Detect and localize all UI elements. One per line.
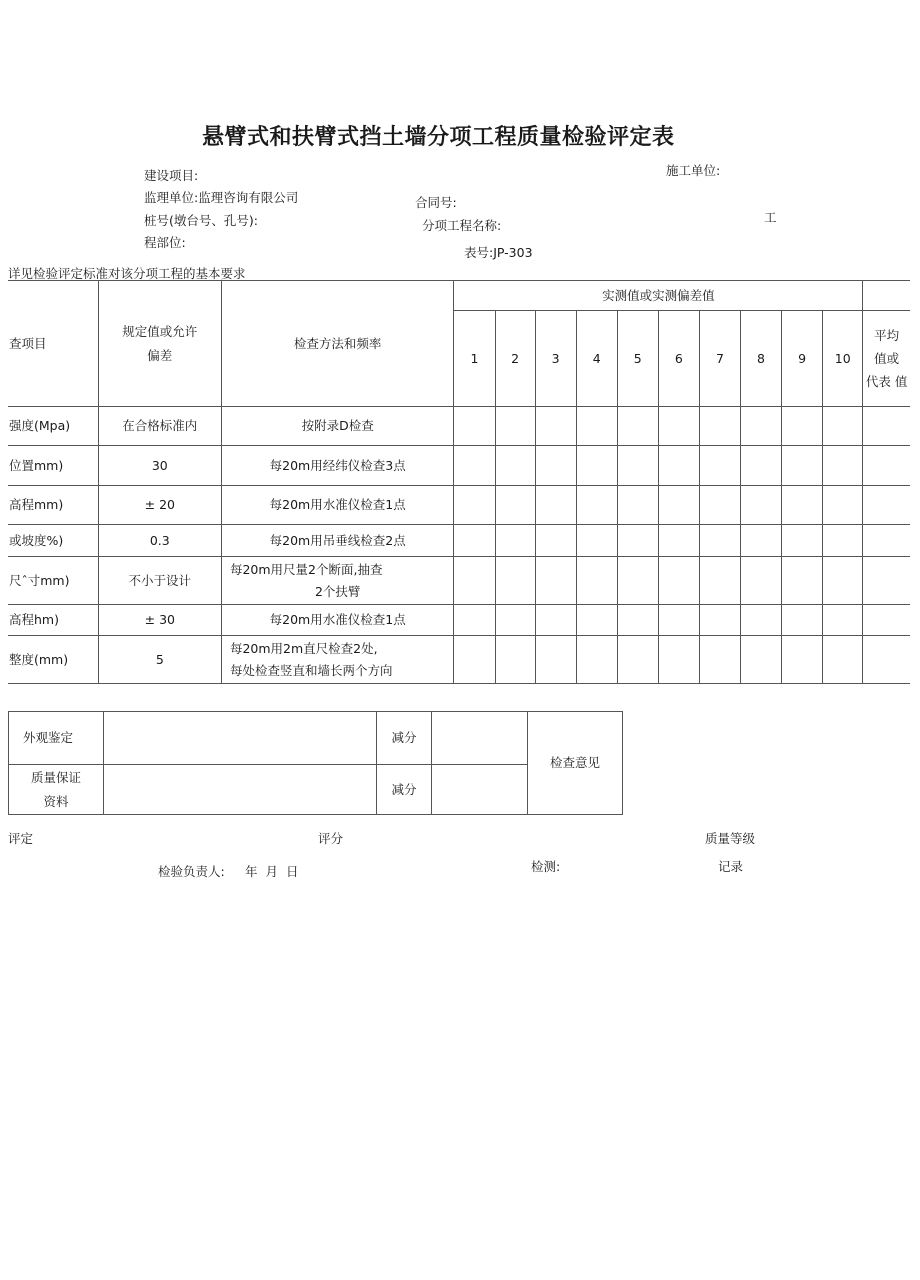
appraisal-row xyxy=(9,712,623,765)
supervision-unit-label: 监理单位:监理咨询有限公司 xyxy=(144,190,299,205)
row-method: 每20m用水准仪检查1点 xyxy=(221,605,453,636)
quality-grade-label: 质量等级 xyxy=(705,831,756,846)
appraisal-table xyxy=(8,711,623,815)
header-avg-line3: 代表 值 xyxy=(865,374,908,390)
row-item: 尺ˆ寸mm) xyxy=(8,557,98,605)
table-row xyxy=(8,525,910,557)
row-spec: 5 xyxy=(98,636,221,684)
measure-num: 10 xyxy=(823,311,863,407)
quality-value[interactable] xyxy=(104,765,377,815)
measure-num: 1 xyxy=(454,311,495,407)
measure-num: 5 xyxy=(617,311,658,407)
table-row xyxy=(8,486,910,525)
quality-label xyxy=(9,765,104,815)
row-method xyxy=(221,636,453,684)
header-measured: 实测值或实测偏差值 xyxy=(454,281,863,311)
deduct-value[interactable] xyxy=(432,765,528,815)
row-method: 每20m用经纬仪检查3点 xyxy=(221,446,453,486)
table-row xyxy=(8,557,910,605)
form-no-label: 表号:JP-303 xyxy=(464,245,533,260)
basic-requirements: 详见检验评定标准对该分项工程的基本要求 xyxy=(8,266,246,281)
measure-num: 8 xyxy=(740,311,781,407)
header-spec-line1: 规定值或允许 xyxy=(122,323,198,339)
measure-num: 6 xyxy=(658,311,699,407)
appearance-label: 外观鉴定 xyxy=(9,712,104,765)
row-method: 每20m用水准仪检查1点 xyxy=(221,486,453,525)
row-method-line2: 2个扶臂 xyxy=(314,583,361,599)
measure-num: 2 xyxy=(495,311,535,407)
measure-num: 4 xyxy=(576,311,617,407)
row-spec: 不小于设计 xyxy=(98,557,221,605)
row-spec: 30 xyxy=(98,446,221,486)
deduct-value[interactable] xyxy=(432,712,528,765)
table-header-row xyxy=(8,281,910,311)
row-method-line1: 每20m用2m直尺检查2处, xyxy=(229,640,378,656)
opinion-label: 检查意见 xyxy=(528,712,623,815)
contract-no-label: 合同号: xyxy=(415,195,457,210)
quality-label-line2: 资料 xyxy=(43,793,69,809)
row-item: 或坡度%) xyxy=(8,525,98,557)
row-spec: 在合格标准内 xyxy=(98,407,221,446)
row-spec: ± 20 xyxy=(98,486,221,525)
tester-label: 检测: xyxy=(531,859,561,874)
dept-label: 程部位: xyxy=(144,235,186,250)
header-avg-line1: 平均 xyxy=(874,327,900,343)
station-no-label: 桩号(墩台号、孔号): xyxy=(144,213,258,228)
deduct-label: 减分 xyxy=(377,765,432,815)
row-method-line1: 每20m用尺量2个断面,抽查 xyxy=(229,561,383,577)
header-item: 查项目 xyxy=(8,281,98,407)
row-item: 高程mm) xyxy=(8,486,98,525)
evaluation-label: 评定 xyxy=(8,831,34,846)
row-spec: 0.3 xyxy=(98,525,221,557)
inspector-label: 检验负责人: xyxy=(158,864,225,879)
record-label: 记录 xyxy=(718,859,744,874)
construction-project-label: 建设项目: xyxy=(144,168,199,183)
page-title: 悬臂式和扶臂式挡土墙分项工程质量检验评定表 xyxy=(202,125,675,150)
header-spec-line2: 偏差 xyxy=(147,347,173,363)
measure-num: 7 xyxy=(699,311,740,407)
row-item: 高程hm) xyxy=(8,605,98,636)
row-item: 整度(mm) xyxy=(8,636,98,684)
header-avg xyxy=(863,311,910,407)
row-method: 每20m用吊垂线检查2点 xyxy=(221,525,453,557)
header-avg-line2: 值或 xyxy=(874,350,900,366)
deduct-label: 减分 xyxy=(377,712,432,765)
table-row xyxy=(8,446,910,486)
row-item: 强度(Mpa) xyxy=(8,407,98,446)
row-item: 位置mm) xyxy=(8,446,98,486)
header-method: 检查方法和频率 xyxy=(221,281,453,407)
row-method-line2: 每处检查竖直和墙长两个方向 xyxy=(229,662,393,678)
table-row xyxy=(8,605,910,636)
header-spec xyxy=(98,281,221,407)
row-method: 按附录D检查 xyxy=(221,407,453,446)
measure-num: 9 xyxy=(782,311,823,407)
quality-label-line1: 质量保证 xyxy=(30,770,81,786)
appearance-value[interactable] xyxy=(104,712,377,765)
measure-num: 3 xyxy=(535,311,576,407)
row-method xyxy=(221,557,453,605)
table-row xyxy=(8,407,910,446)
table-row xyxy=(8,636,910,684)
sub-project-name-label: 分项工程名称: xyxy=(422,218,502,233)
gong-char: 工 xyxy=(764,210,777,225)
construction-unit-label: 施工单位: xyxy=(666,163,721,178)
date-label: 年 月 日 xyxy=(245,864,299,879)
inspection-table xyxy=(8,280,910,684)
row-spec: ± 30 xyxy=(98,605,221,636)
header-avg-top xyxy=(863,281,910,311)
score-label: 评分 xyxy=(318,831,344,846)
